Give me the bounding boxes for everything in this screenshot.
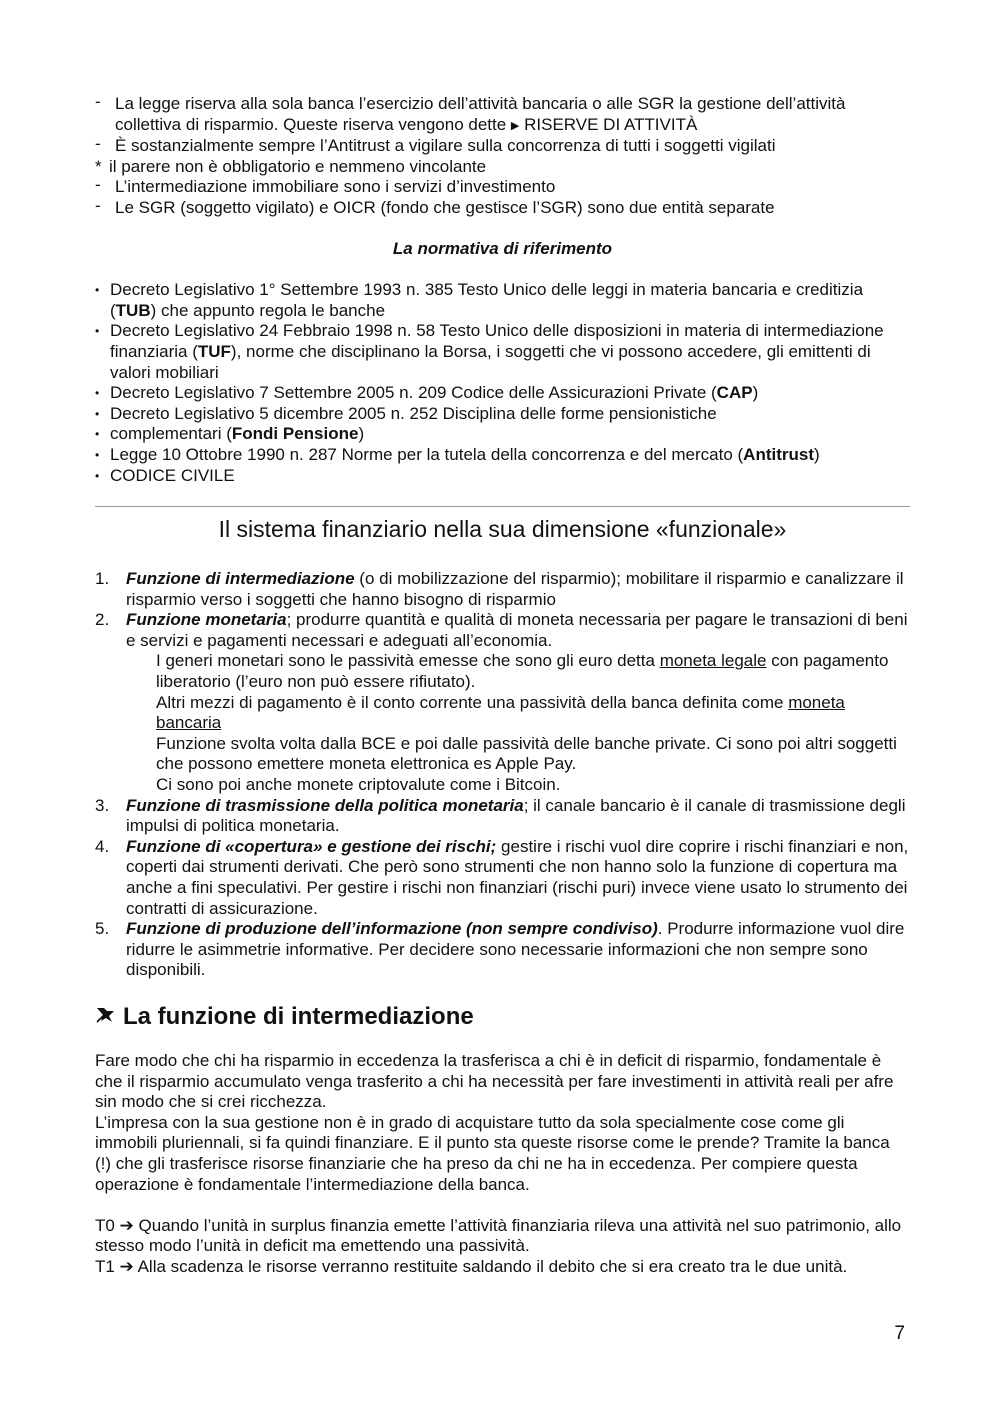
page-content bbox=[95, 94, 910, 1278]
bullet-icon: • bbox=[95, 427, 100, 442]
bullet-icon: • bbox=[95, 447, 100, 462]
funzione-item-text: Funzione di trasmissione della politica monetaria; il canale bancario è il canale di trasmissione degli impulsi di politica monetaria. bbox=[126, 795, 906, 836]
funzione-item-text: Funzione di intermediazione (o di mobilizzazione del risparmio); mobilitare il risparmio e canalizzare il risparmio verso i soggetti che hanno bisogno di risparmio bbox=[126, 569, 904, 609]
intro-item-text: La legge riserva alla sola banca l’esercizio dell’attività bancaria o alle SGR la gestione dell’attività collettiva di risparmio. Queste riserva vengono dette ▶ RISERVE DI ATTIVITÀ bbox=[115, 94, 846, 134]
funzioni-list bbox=[95, 569, 910, 981]
funzione-item-text: Funzione monetaria; produrre quantità e qualità di moneta necessaria per pagare le transazioni di beni e servizi e pagamenti necessari e adeguati all’economia. bbox=[126, 610, 908, 650]
item-number: 2. bbox=[95, 610, 110, 630]
normativa-list bbox=[95, 280, 910, 486]
list-marker: - bbox=[95, 195, 101, 215]
normativa-item bbox=[95, 383, 910, 404]
normativa-heading: La normativa di riferimento bbox=[392, 238, 613, 258]
normativa-item-text: Legge 10 Ottobre 1990 n. 287 Norme per la tutela della concorrenza e del mercato (Antitrust) bbox=[110, 444, 820, 464]
funzione-subparagraph: I generi monetari sono le passività emesse che sono gli euro detta moneta legale con pagamento liberatorio (l’euro non può essere rifiutato). bbox=[156, 651, 889, 692]
item-number: 5. bbox=[95, 919, 110, 939]
intro-item bbox=[95, 94, 910, 136]
intro-item-text: il parere non è obbligatorio e nemmeno vincolante bbox=[109, 156, 487, 176]
funzionale-heading: Il sistema finanziario nella sua dimensione «funzionale» bbox=[218, 516, 787, 543]
funzione-item bbox=[95, 837, 910, 919]
normativa-item-text: complementari (Fondi Pensione) bbox=[110, 424, 365, 444]
bullet-icon: • bbox=[95, 468, 100, 483]
intro-list bbox=[95, 94, 910, 219]
list-marker: - bbox=[95, 92, 101, 111]
normativa-item bbox=[95, 445, 910, 466]
funzione-item-text: Funzione di produzione dell’informazione (non sempre condiviso). Produrre informazione vuol dire ridurre le asimmetrie informative. Per decidere sono necessarie informazioni che non sempre sono disponibili. bbox=[126, 919, 905, 980]
paragraph-t1: T1 ➔ Alla scadenza le risorse verranno restituite saldando il debito che si era creato tra le due unità. bbox=[95, 1256, 848, 1276]
funzione-subparagraph: Altri mezzi di pagamento è il conto corrente una passività della banca definita come moneta bancaria bbox=[156, 692, 845, 733]
item-number: 4. bbox=[95, 836, 110, 856]
list-marker: - bbox=[95, 175, 101, 195]
bullet-icon: • bbox=[95, 386, 100, 401]
funzione-item bbox=[95, 569, 910, 610]
intro-item-text: L’intermediazione immobiliare sono i servizi d’investimento bbox=[115, 177, 556, 197]
normativa-item bbox=[95, 404, 910, 425]
funzione-item-text: Funzione di «copertura» e gestione dei rischi; gestire i rischi vuol dire coprire i rischi finanziari e non, coperti dai strumenti derivati. Che però sono strumenti che non hanno solo la funzione di copertura ma anche a fini speculativi. Per gestire i rischi non finanziari (rischi puri) invece viene usato lo strumento dei contratti di assicurazione. bbox=[126, 836, 909, 918]
normativa-item-text: CODICE CIVILE bbox=[110, 465, 235, 485]
intro-item-text: È sostanzialmente sempre l’Antitrust a vigilare sulla concorrenza di tutti i soggetti vigilati bbox=[115, 136, 776, 156]
intro-item bbox=[95, 157, 910, 178]
list-marker: - bbox=[95, 134, 101, 154]
item-number: 3. bbox=[95, 795, 110, 815]
page-number: 7 bbox=[894, 1323, 905, 1344]
funzione-subparagraph: Ci sono poi anche monete criptovalute come i Bitcoin. bbox=[156, 775, 561, 795]
pin-icon bbox=[95, 1003, 117, 1023]
normativa-item-text: Decreto Legislativo 24 Febbraio 1998 n. 58 Testo Unico delle disposizioni in materia di intermediazione finanziaria (TUF), norme che disciplinano la Borsa, i soggetti che vi possono accedere, gli emittenti di valori mobiliari bbox=[110, 321, 884, 382]
item-number: 1. bbox=[95, 569, 110, 589]
intermediazione-title: La funzione di intermediazione bbox=[123, 1002, 474, 1030]
paragraph-t0: T0 ➔ Quando l’unità in surplus finanzia emette l’attività finanziaria rileva una attività nel suo patrimonio, allo stesso modo l’unità in deficit ma emettendo una passività. bbox=[95, 1215, 902, 1256]
normativa-item-text: Decreto Legislativo 5 dicembre 2005 n. 252 Disciplina delle forme pensionistiche bbox=[110, 403, 717, 423]
bullet-icon: • bbox=[95, 406, 100, 421]
funzione-item bbox=[95, 796, 910, 837]
intro-item bbox=[95, 195, 910, 219]
normativa-item-text: Decreto Legislativo 1° Settembre 1993 n. 385 Testo Unico delle leggi in materia bancaria e creditizia (TUB) che appunto regola le banche bbox=[110, 280, 864, 320]
funzione-subparagraph: Funzione svolta volta dalla BCE e poi dalle passività delle banche private. Ci sono poi altri soggetti che possono emettere moneta elettronica es Apple Pay. bbox=[156, 733, 897, 774]
section-divider bbox=[95, 506, 910, 507]
spacer bbox=[95, 1195, 910, 1216]
bullet-icon: • bbox=[95, 324, 100, 339]
intermediazione-heading bbox=[95, 1002, 910, 1032]
bullet-icon: • bbox=[95, 283, 100, 298]
intro-item bbox=[95, 177, 910, 198]
funzione-item bbox=[95, 919, 910, 981]
normativa-item bbox=[95, 280, 910, 321]
intro-item bbox=[95, 136, 910, 157]
normativa-item bbox=[95, 321, 910, 383]
funzione-item bbox=[95, 610, 910, 795]
intro-item-text: Le SGR (soggetto vigilato) e OICR (fondo che gestisce l’SGR) sono due entità separate bbox=[115, 197, 775, 217]
normativa-item bbox=[95, 424, 910, 445]
list-marker: * bbox=[95, 156, 102, 176]
normativa-item-text: Decreto Legislativo 7 Settembre 2005 n. 209 Codice delle Assicurazioni Private (CAP) bbox=[110, 383, 759, 403]
paragraph-1: Fare modo che chi ha risparmio in eccedenza la trasferisca a chi è in deficit di risparmio, fondamentale è che il risparmio accumulato venga trasferito a chi ha necessità per fare investimenti in attività reali per afre sin modo che si crei ricchezza. bbox=[95, 1050, 894, 1112]
normativa-item bbox=[95, 466, 910, 487]
paragraph-2: L’impresa con la sua gestione non è in grado di acquistare tutto da sola specialmente cose come gli immobili pluriennali, si fa quindi finanziare. E il punto sta queste risorse come le prende? Tramite la banca (!) che gli trasferisce risorse finanziarie che ha preso da chi ne ha in eccedenza. Per compiere questa operazione è fondamentale l’intermediazione della banca. bbox=[95, 1112, 890, 1194]
